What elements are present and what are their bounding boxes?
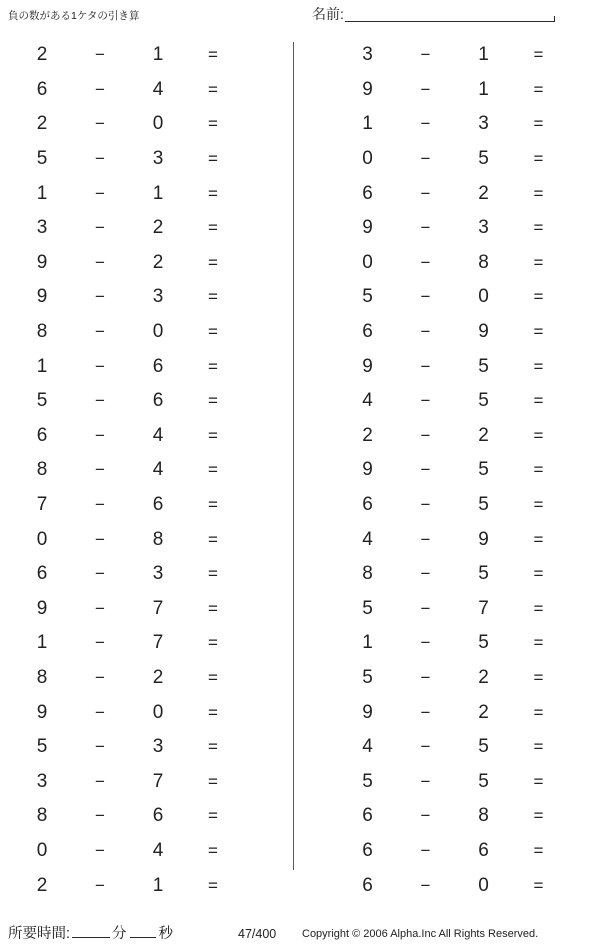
problem-operand-first: 0 xyxy=(362,148,373,170)
problem-row xyxy=(294,142,600,177)
problem-operand-second: 1 xyxy=(152,182,164,204)
problem-operand-second: 5 xyxy=(478,736,489,758)
minus-operator: − xyxy=(95,598,105,618)
problem-row xyxy=(0,73,293,108)
problem-row xyxy=(0,799,293,834)
problem-operand-first: 4 xyxy=(362,736,373,758)
problem-operand-first: 1 xyxy=(36,355,48,377)
minus-operator: − xyxy=(95,875,105,895)
minus-operator: − xyxy=(420,287,431,307)
minus-operator: − xyxy=(420,149,431,169)
problem-row xyxy=(0,626,293,661)
equals-sign: = xyxy=(208,322,218,342)
problem-operand-second: 1 xyxy=(152,44,164,66)
problem-operand-second: 0 xyxy=(478,286,489,308)
problem-operand-second: 3 xyxy=(478,217,489,239)
minus-operator: − xyxy=(95,702,105,722)
minus-operator: − xyxy=(420,564,431,584)
page-title: 負の数がある1ケタの引き算 xyxy=(8,10,140,22)
problem-operand-second: 4 xyxy=(152,839,164,861)
copyright-notice: Copyright © 2006 Alpha.Inc All Rights Reserved. xyxy=(302,928,539,940)
equals-sign: = xyxy=(208,287,218,307)
worksheet-header xyxy=(0,0,600,34)
equals-sign: = xyxy=(533,771,544,791)
equals-sign: = xyxy=(533,149,544,169)
problem-row xyxy=(294,799,600,834)
problem-operand-first: 0 xyxy=(362,251,373,273)
problem-operand-first: 9 xyxy=(362,459,373,481)
problem-operand-second: 2 xyxy=(478,182,489,204)
problem-operand-second: 1 xyxy=(478,78,489,100)
problem-row xyxy=(294,522,600,557)
minus-operator: − xyxy=(420,79,431,99)
equals-sign: = xyxy=(208,840,218,860)
problem-operand-first: 6 xyxy=(36,424,48,446)
problem-operand-first: 4 xyxy=(362,390,373,412)
minus-operator: − xyxy=(420,356,431,376)
problem-operand-first: 3 xyxy=(362,44,373,66)
problem-row xyxy=(294,557,600,592)
equals-sign: = xyxy=(208,806,218,826)
equals-sign: = xyxy=(208,633,218,653)
problem-operand-first: 9 xyxy=(36,701,48,723)
problem-operand-second: 5 xyxy=(478,355,489,377)
problem-row xyxy=(0,246,293,281)
problem-column-left xyxy=(0,34,293,914)
problem-operand-first: 6 xyxy=(362,321,373,343)
problem-row xyxy=(294,73,600,108)
minus-operator: − xyxy=(95,737,105,757)
problem-operand-first: 9 xyxy=(36,597,48,619)
problem-operand-second: 7 xyxy=(152,770,164,792)
equals-sign: = xyxy=(533,806,544,826)
equals-sign: = xyxy=(533,287,544,307)
problem-row xyxy=(0,419,293,454)
problem-row xyxy=(0,176,293,211)
problem-row xyxy=(294,626,600,661)
problem-operand-first: 9 xyxy=(362,78,373,100)
equals-sign: = xyxy=(533,737,544,757)
problem-row xyxy=(0,522,293,557)
problem-operand-second: 1 xyxy=(478,44,489,66)
problem-operand-first: 1 xyxy=(36,632,48,654)
equals-sign: = xyxy=(533,875,544,895)
problem-row xyxy=(0,453,293,488)
problem-operand-second: 6 xyxy=(152,805,164,827)
problem-operand-second: 5 xyxy=(478,494,489,516)
problem-operand-first: 6 xyxy=(362,182,373,204)
problem-operand-second: 6 xyxy=(152,355,164,377)
minus-operator: − xyxy=(420,529,431,549)
problem-operand-second: 3 xyxy=(152,148,164,170)
minus-operator: − xyxy=(95,356,105,376)
equals-sign: = xyxy=(533,598,544,618)
problem-operand-second: 4 xyxy=(152,424,164,446)
equals-sign: = xyxy=(533,114,544,134)
minus-operator: − xyxy=(95,45,105,65)
problem-operand-second: 2 xyxy=(152,251,164,273)
problem-operand-second: 8 xyxy=(478,251,489,273)
problem-operand-first: 5 xyxy=(36,390,48,412)
equals-sign: = xyxy=(208,667,218,687)
equals-sign: = xyxy=(208,183,218,203)
minus-operator: − xyxy=(95,149,105,169)
problem-operand-first: 9 xyxy=(36,251,48,273)
minus-operator: − xyxy=(95,287,105,307)
equals-sign: = xyxy=(533,840,544,860)
minus-operator: − xyxy=(420,183,431,203)
minus-operator: − xyxy=(95,529,105,549)
problem-row xyxy=(0,280,293,315)
problem-operand-first: 5 xyxy=(36,148,48,170)
problem-operand-second: 2 xyxy=(478,701,489,723)
problem-row xyxy=(0,730,293,765)
minus-operator: − xyxy=(95,633,105,653)
minus-operator: − xyxy=(95,218,105,238)
problem-operand-first: 3 xyxy=(36,770,48,792)
equals-sign: = xyxy=(208,356,218,376)
problem-operand-first: 6 xyxy=(362,874,373,896)
problem-row xyxy=(294,592,600,627)
equals-sign: = xyxy=(533,322,544,342)
problem-row xyxy=(0,315,293,350)
equals-sign: = xyxy=(208,391,218,411)
equals-sign: = xyxy=(208,875,218,895)
equals-sign: = xyxy=(208,529,218,549)
problem-operand-second: 6 xyxy=(152,390,164,412)
problem-row xyxy=(294,661,600,696)
problem-operand-second: 3 xyxy=(152,736,164,758)
problem-operand-second: 5 xyxy=(478,770,489,792)
minus-operator: − xyxy=(95,391,105,411)
problem-row xyxy=(294,419,600,454)
problem-row xyxy=(294,107,600,142)
problem-row xyxy=(294,38,600,73)
worksheet-footer xyxy=(0,912,600,952)
problem-operand-second: 6 xyxy=(152,494,164,516)
equals-sign: = xyxy=(533,425,544,445)
minus-operator: − xyxy=(420,598,431,618)
minus-operator: − xyxy=(420,875,431,895)
problem-row xyxy=(0,834,293,869)
problem-row xyxy=(0,695,293,730)
problem-operand-first: 5 xyxy=(36,736,48,758)
minus-operator: − xyxy=(420,218,431,238)
minus-operator: − xyxy=(95,79,105,99)
elapsed-time-field[interactable] xyxy=(8,922,173,943)
problem-row xyxy=(294,246,600,281)
equals-sign: = xyxy=(533,45,544,65)
minus-operator: − xyxy=(420,114,431,134)
problem-operand-first: 9 xyxy=(362,355,373,377)
equals-sign: = xyxy=(208,495,218,515)
problem-operand-first: 5 xyxy=(362,286,373,308)
problem-row xyxy=(294,211,600,246)
minus-operator: − xyxy=(95,806,105,826)
problem-operand-second: 7 xyxy=(478,597,489,619)
equals-sign: = xyxy=(208,45,218,65)
minus-operator: − xyxy=(95,322,105,342)
problem-operand-first: 2 xyxy=(36,874,48,896)
problem-row xyxy=(0,764,293,799)
problem-operand-first: 7 xyxy=(36,494,48,516)
minus-operator: − xyxy=(95,114,105,134)
problem-row xyxy=(294,453,600,488)
problem-operand-second: 9 xyxy=(478,321,489,343)
problem-operand-first: 3 xyxy=(36,217,48,239)
problem-operand-second: 5 xyxy=(478,390,489,412)
problem-row xyxy=(294,176,600,211)
problem-row xyxy=(294,349,600,384)
problem-row xyxy=(294,730,600,765)
minus-operator: − xyxy=(420,840,431,860)
problem-row xyxy=(294,280,600,315)
problem-sheet xyxy=(0,34,600,914)
problem-operand-first: 8 xyxy=(36,459,48,481)
equals-sign: = xyxy=(208,425,218,445)
problem-operand-second: 7 xyxy=(152,597,164,619)
name-input-line[interactable] xyxy=(345,7,555,22)
problem-operand-second: 3 xyxy=(478,113,489,135)
equals-sign: = xyxy=(208,737,218,757)
equals-sign: = xyxy=(533,391,544,411)
name-line-end-tick xyxy=(554,16,555,22)
equals-sign: = xyxy=(208,702,218,722)
problem-operand-second: 9 xyxy=(478,528,489,550)
problem-operand-first: 6 xyxy=(36,563,48,585)
minus-operator: − xyxy=(95,667,105,687)
problem-operand-second: 0 xyxy=(152,321,164,343)
problem-operand-first: 8 xyxy=(362,563,373,585)
problem-row xyxy=(0,868,293,903)
problem-operand-second: 5 xyxy=(478,563,489,585)
equals-sign: = xyxy=(533,79,544,99)
minus-operator: − xyxy=(420,391,431,411)
equals-sign: = xyxy=(533,356,544,376)
problem-operand-second: 5 xyxy=(478,148,489,170)
problem-operand-first: 2 xyxy=(36,44,48,66)
problem-operand-second: 8 xyxy=(152,528,164,550)
problem-row xyxy=(0,557,293,592)
problem-operand-second: 4 xyxy=(152,459,164,481)
minus-operator: − xyxy=(420,771,431,791)
minus-operator: − xyxy=(95,771,105,791)
problem-row xyxy=(0,107,293,142)
equals-sign: = xyxy=(208,252,218,272)
problem-row xyxy=(0,488,293,523)
problem-operand-first: 6 xyxy=(36,78,48,100)
problem-row xyxy=(294,384,600,419)
problem-row xyxy=(294,488,600,523)
problem-operand-second: 2 xyxy=(478,424,489,446)
equals-sign: = xyxy=(533,252,544,272)
minus-operator: − xyxy=(95,840,105,860)
problem-operand-second: 0 xyxy=(478,874,489,896)
problem-operand-second: 5 xyxy=(478,459,489,481)
problem-row xyxy=(0,38,293,73)
problem-operand-second: 2 xyxy=(152,217,164,239)
elapsed-time-label: 所要時間: xyxy=(8,926,71,942)
minus-operator: − xyxy=(420,252,431,272)
name-field[interactable] xyxy=(312,6,555,22)
equals-sign: = xyxy=(533,564,544,584)
problem-operand-first: 6 xyxy=(362,839,373,861)
name-field-label: 名前: xyxy=(312,6,344,22)
equals-sign: = xyxy=(208,564,218,584)
problem-operand-first: 1 xyxy=(36,182,48,204)
minus-operator: − xyxy=(420,495,431,515)
problem-column-right xyxy=(294,34,600,914)
problem-operand-first: 4 xyxy=(362,528,373,550)
equals-sign: = xyxy=(533,218,544,238)
problem-operand-first: 0 xyxy=(36,839,48,861)
problem-row xyxy=(0,592,293,627)
seconds-input-line[interactable] xyxy=(130,925,156,938)
problem-operand-second: 7 xyxy=(152,632,164,654)
problem-operand-second: 5 xyxy=(478,632,489,654)
minus-operator: − xyxy=(420,460,431,480)
problem-operand-second: 4 xyxy=(152,78,164,100)
problem-row xyxy=(0,211,293,246)
minus-operator: − xyxy=(420,425,431,445)
problem-operand-second: 3 xyxy=(152,563,164,585)
minus-operator: − xyxy=(420,806,431,826)
equals-sign: = xyxy=(208,460,218,480)
equals-sign: = xyxy=(533,183,544,203)
problem-operand-first: 9 xyxy=(36,286,48,308)
minus-operator: − xyxy=(420,45,431,65)
problem-operand-first: 2 xyxy=(36,113,48,135)
equals-sign: = xyxy=(208,598,218,618)
equals-sign: = xyxy=(208,218,218,238)
problem-row xyxy=(0,349,293,384)
problem-row xyxy=(294,834,600,869)
problem-row xyxy=(0,661,293,696)
page-number: 47/400 xyxy=(238,927,277,941)
problem-row xyxy=(0,384,293,419)
minus-operator: − xyxy=(95,425,105,445)
problem-operand-first: 5 xyxy=(362,597,373,619)
minus-operator: − xyxy=(95,183,105,203)
problem-operand-second: 6 xyxy=(478,839,489,861)
minutes-input-line[interactable] xyxy=(72,925,110,938)
minutes-unit-label: 分 xyxy=(112,926,127,942)
problem-operand-second: 0 xyxy=(152,701,164,723)
problem-operand-first: 8 xyxy=(36,666,48,688)
equals-sign: = xyxy=(533,495,544,515)
minus-operator: − xyxy=(420,667,431,687)
problem-operand-second: 3 xyxy=(152,286,164,308)
equals-sign: = xyxy=(533,460,544,480)
problem-operand-second: 2 xyxy=(152,666,164,688)
problem-operand-second: 8 xyxy=(478,805,489,827)
problem-row xyxy=(294,764,600,799)
minus-operator: − xyxy=(95,252,105,272)
minus-operator: − xyxy=(420,702,431,722)
problem-row xyxy=(0,142,293,177)
equals-sign: = xyxy=(208,771,218,791)
minus-operator: − xyxy=(95,495,105,515)
problem-operand-second: 2 xyxy=(478,666,489,688)
seconds-unit-label: 秒 xyxy=(158,926,174,942)
problem-operand-first: 5 xyxy=(362,666,373,688)
problem-operand-first: 2 xyxy=(362,424,373,446)
problem-operand-first: 8 xyxy=(36,321,48,343)
minus-operator: − xyxy=(420,322,431,342)
equals-sign: = xyxy=(533,529,544,549)
problem-row xyxy=(294,695,600,730)
problem-operand-second: 0 xyxy=(152,113,164,135)
equals-sign: = xyxy=(533,633,544,653)
equals-sign: = xyxy=(208,114,218,134)
problem-operand-first: 9 xyxy=(362,217,373,239)
minus-operator: − xyxy=(95,564,105,584)
problem-operand-second: 1 xyxy=(152,874,164,896)
problem-operand-first: 5 xyxy=(362,770,373,792)
equals-sign: = xyxy=(533,667,544,687)
problem-operand-first: 6 xyxy=(362,805,373,827)
problem-operand-first: 1 xyxy=(362,113,373,135)
equals-sign: = xyxy=(208,149,218,169)
problem-operand-first: 8 xyxy=(36,805,48,827)
problem-operand-first: 9 xyxy=(362,701,373,723)
problem-operand-first: 6 xyxy=(362,494,373,516)
equals-sign: = xyxy=(533,702,544,722)
problem-row xyxy=(294,868,600,903)
problem-operand-first: 1 xyxy=(362,632,373,654)
problem-row xyxy=(294,315,600,350)
minus-operator: − xyxy=(420,737,431,757)
minus-operator: − xyxy=(420,633,431,653)
minus-operator: − xyxy=(95,460,105,480)
equals-sign: = xyxy=(208,79,218,99)
problem-operand-first: 0 xyxy=(36,528,48,550)
